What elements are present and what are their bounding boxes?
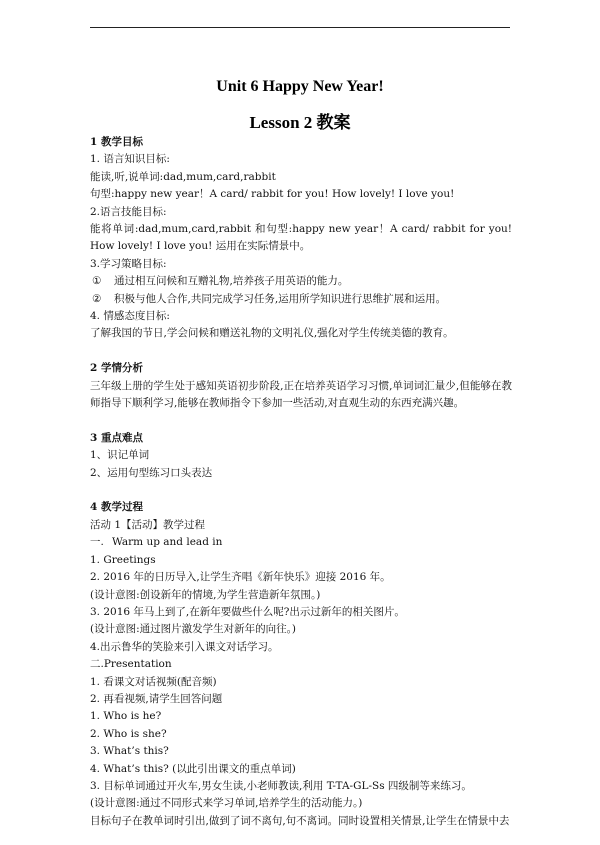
question-line: 2. Who is she?: [90, 727, 167, 740]
section-heading-key-points: 3 重点难点: [90, 431, 143, 444]
goal-emotion-text: 了解我国的节日,学会问候和赠送礼物的文明礼仪,强化对学生传统美德的教育。: [90, 327, 454, 340]
strategy-item-2: [90, 291, 512, 308]
question-line: 1. Who is he?: [90, 710, 162, 723]
step-warm-up-text: Warm up and lead in: [112, 536, 223, 549]
design-intent: (设计意图:通过图片激发学生对新年的向往。): [90, 623, 296, 636]
design-intent: (设计意图:通过不同形式来学习单词,培养学生的活动能力。): [90, 797, 363, 810]
strategy-item-2-text: 积极与他人合作,共同完成学习任务,运用所学知识进行思维扩展和运用。: [114, 292, 447, 305]
goal-language-skills: 2.语言技能目标:: [90, 205, 167, 218]
goal-language-knowledge: 1. 语言知识目标:: [90, 153, 170, 166]
section-heading-analysis: 2 学情分析: [90, 362, 143, 375]
goal-words: 能读,听,说单词:dad,mum,card,rabbit: [90, 170, 276, 183]
process-line: 1. 看课文对话视频(配音频): [90, 675, 217, 688]
question-line: 4. What’s this? (以此引出课文的重点单词): [90, 762, 296, 775]
key-point-1: 1、识记单词: [90, 449, 150, 462]
goal-strategy: 3.学习策略目标:: [90, 257, 167, 270]
goal-sentences: 句型:happy new year！A card/ rabbit for you! How lovely! I love you!: [90, 188, 455, 201]
step-warm-up: [90, 534, 512, 551]
strategy-item-1: [90, 273, 512, 290]
process-line: 3. 2016 年马上到了,在新年要做些什么呢?出示过新年的相关图片。: [90, 605, 405, 618]
goal-skills-text: 能将单词:dad,mum,card,rabbit 和句型:happy new year！A card/ rabbit for you! How lovely! I love you! 运用在实际情景中。: [90, 223, 512, 253]
process-line: 2. 2016 年的日历导入,让学生齐唱《新年快乐》迎接 2016 年。: [90, 571, 391, 584]
analysis-paragraph: 三年级上册的学生处于感知英语初步阶段,正在培养英语学习习惯,单词词汇量少,但能够在教师指导下顺利学习,能够在教师指令下参加一些活动,对直观生动的东西充满兴趣。: [90, 379, 512, 410]
question-line: 3. What’s this?: [90, 745, 169, 758]
section-heading-goals: 1 教学目标: [90, 136, 143, 148]
strategy-item-1-text: 通过相互问候和互赠礼物,培养孩子用英语的能力。: [114, 275, 349, 288]
step-number: 一.: [90, 536, 104, 549]
header-rule: [90, 27, 510, 28]
design-intent: (设计意图:创设新年的情境,为学生营造新年氛围。): [90, 588, 321, 601]
process-line: 目标句子在教单词时引出,做到了词不离句,句不离词。同时设置相关情景,让学生在情景中去: [90, 814, 510, 827]
circled-number-1: ①: [92, 275, 102, 288]
process-line: 4.出示鲁华的笑脸来引入课文对话学习。: [90, 640, 279, 653]
process-line: 1. Greetings: [90, 553, 156, 566]
document-title: Unit 6 Happy New Year!: [216, 78, 384, 95]
document-body: [90, 134, 512, 830]
section-heading-process: 4 教学过程: [90, 501, 143, 514]
document-subtitle: Lesson 2 教案: [249, 113, 351, 132]
activity-title: 活动 1【活动】教学过程: [90, 518, 206, 531]
key-point-2: 2、运用句型练习口头表达: [90, 466, 213, 479]
circled-number-2: ②: [92, 292, 102, 305]
process-line: 2. 再看视频,请学生回答问题: [90, 692, 223, 705]
process-line: 3. 目标单词通过开火车,男女生读,小老师教读,利用 T-TA-GL-Ss 四级制等来练习。: [90, 779, 472, 792]
step-presentation: 二.Presentation: [90, 658, 172, 671]
goal-emotion: 4. 情感态度目标:: [90, 310, 170, 323]
